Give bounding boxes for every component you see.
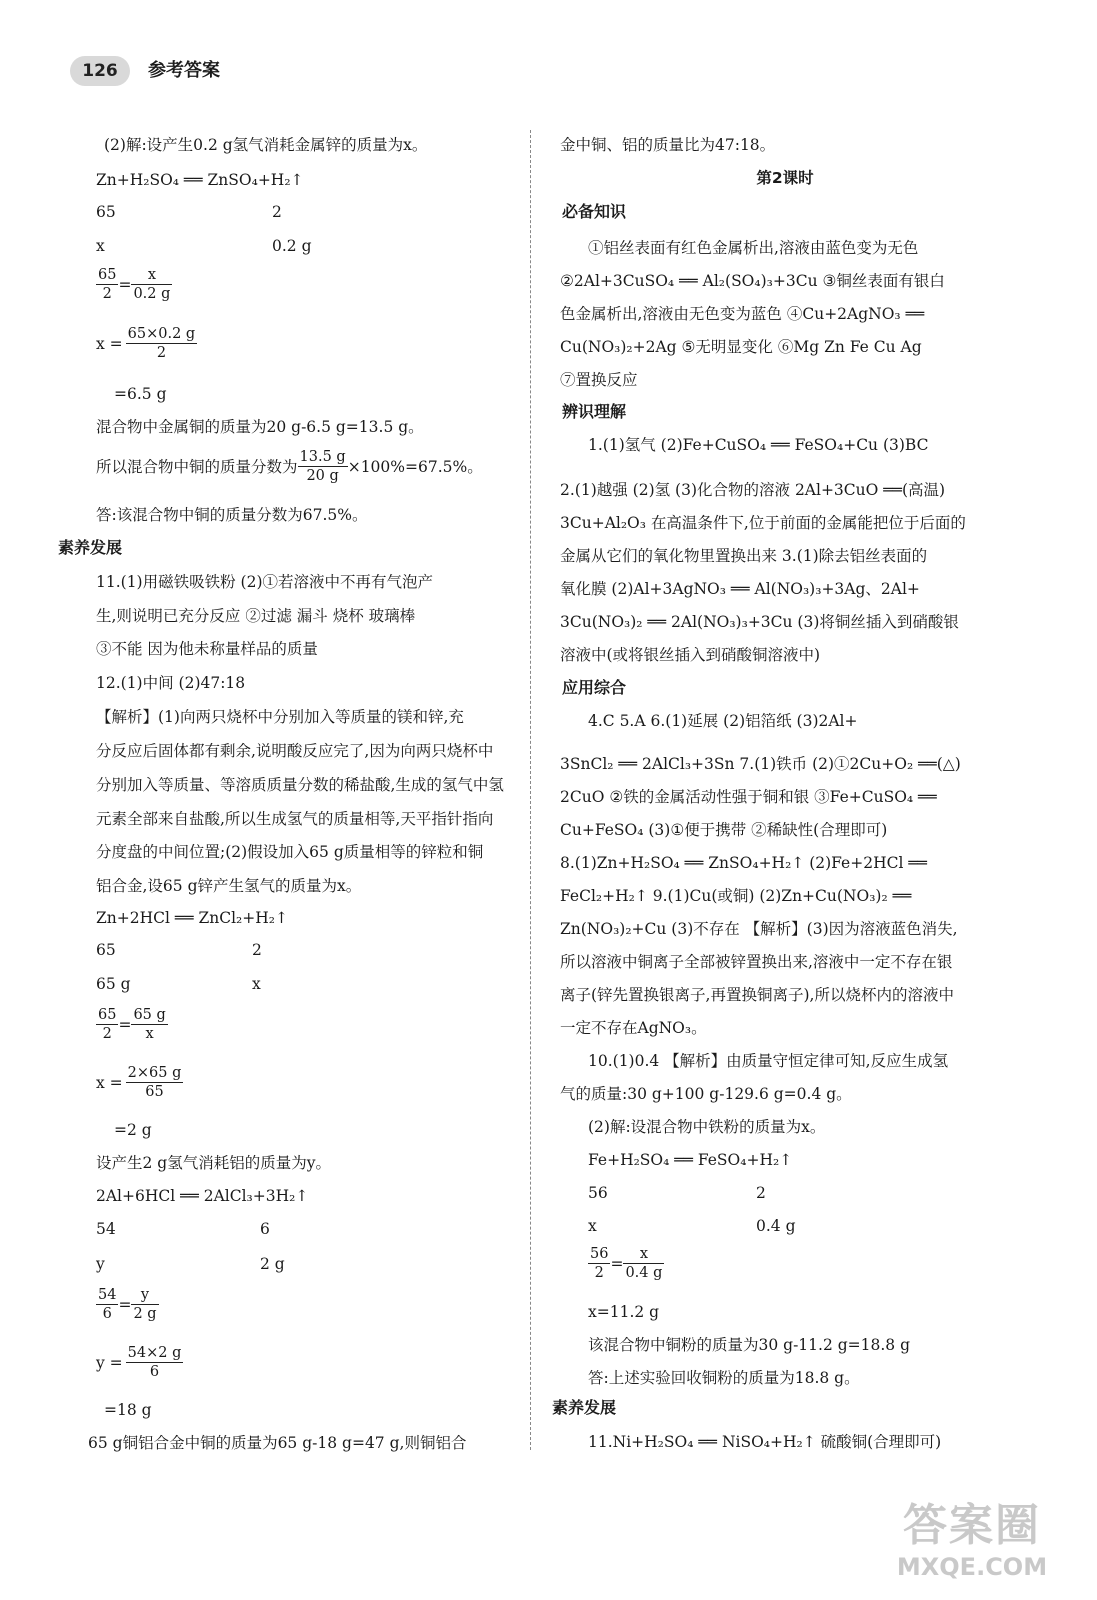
fraction: $\frac{2\times 65 g}{65}$	[127, 1065, 182, 1100]
text-line: 金属从它们的氧化物里置换出来 3.(1)除去铝丝表面的	[560, 547, 928, 565]
text-line: 3Cu(NO₃)₂ ══ 2Al(NO₃)₃+3Cu (3)将铜丝插入到硝酸银	[560, 613, 959, 631]
proportion: $\frac{56}{2}$ = $\frac{x}{0.4 g}$	[590, 1246, 663, 1281]
text-line: 【解析】(1)向两只烧杯中分别加入等质量的镁和锌,充	[96, 708, 464, 726]
proportion: $\frac{65}{2}$ = $\frac{x}{0.2 g}$	[98, 267, 171, 302]
text-line: 分别加入等质量、等溶质质量分数的稀盐酸,生成的氢气中氢	[96, 776, 504, 794]
fraction: $\frac{54}{6}$	[98, 1287, 117, 1322]
text-line: 元素全部来自盐酸,所以生成氢气的质量相等,天平指针指向	[96, 810, 494, 828]
text-line: 溶液中(或将银丝插入到硝酸铜溶液中)	[560, 646, 821, 664]
text-line: ①铝丝表面有红色金属析出,溶液由蓝色变为无色	[588, 239, 919, 257]
text-line: =2 g	[114, 1121, 152, 1139]
equation-value: x	[96, 237, 105, 255]
proportion: $\frac{54}{6}$ = $\frac{y}{2 g}$	[98, 1287, 157, 1322]
text-line: Cu(NO₃)₂+2Ag ⑤无明显变化 ⑥Mg Zn Fe Cu Ag	[560, 338, 922, 356]
fraction: $\frac{65 g}{x}$	[133, 1007, 166, 1042]
equation-value: 65	[96, 203, 116, 221]
fraction: $\frac{65}{2}$	[98, 1007, 117, 1042]
text-line: 3SnCl₂ ══ 2AlCl₃+3Sn 7.(1)铁币 (2)①2Cu+O₂ ══(△)	[560, 755, 961, 773]
text-line: 65 g铜铝合金中铜的质量为65 g-18 g=47 g,则铜铝合	[88, 1434, 467, 1452]
text-line: 分反应后固体都有剩余,说明酸反应完了,因为向两只烧杯中	[96, 742, 494, 760]
text-line: 11.(1)用磁铁吸铁粉 (2)①若溶液中不再有气泡产	[96, 573, 433, 591]
equation-value: 2 g	[260, 1255, 285, 1273]
equation: Zn+2HCl ══ ZnCl₂+H₂↑	[96, 909, 288, 927]
equation-value: x	[252, 975, 261, 993]
equation-value: y	[96, 1255, 105, 1273]
text-line: ②2Al+3CuSO₄ ══ Al₂(SO₄)₃+3Cu ③铜丝表面有银白	[560, 272, 945, 290]
equation: Zn+H₂SO₄ ══ ZnSO₄+H₂↑	[96, 171, 304, 189]
section-heading: 应用综合	[562, 678, 627, 697]
equation-value: 54	[96, 1220, 116, 1238]
text-line: 10.(1)0.4 【解析】由质量守恒定律可知,反应生成氢	[588, 1052, 949, 1070]
text-line: 金中铜、铝的质量比为47:18。	[560, 136, 776, 154]
fraction: $\frac{y}{2 g}$	[133, 1287, 157, 1322]
equation-value: 56	[588, 1184, 608, 1202]
section-heading: 必备知识	[562, 202, 627, 221]
text-line: 3Cu+Al₂O₃ 在高温条件下,位于前面的金属能把位于后面的	[560, 514, 966, 532]
header-title: 参考答案	[148, 60, 220, 81]
text-line: 铝合金,设65 g锌产生氢气的质量为x。	[96, 877, 362, 895]
text-line: 气的质量:30 g+100 g-129.6 g=0.4 g。	[560, 1085, 852, 1103]
fraction: $\frac{54\times 2 g}{6}$	[127, 1345, 182, 1380]
text-line: 离子(锌先置换银离子,再置换铜离子),所以烧杯内的溶液中	[560, 986, 954, 1004]
fraction: $\frac{56}{2}$	[590, 1246, 609, 1281]
fraction: $\frac{x}{0.4 g}$	[625, 1246, 663, 1281]
lesson-title: 第2课时	[756, 169, 814, 187]
page-number: 126	[70, 56, 130, 86]
section-heading: 辨识理解	[562, 402, 627, 421]
equation: 2Al+6HCl ══ 2AlCl₃+3H₂↑	[96, 1187, 309, 1205]
watermark-logo: 答案圈 MXQE.COM	[896, 1500, 1048, 1581]
fraction: $\frac{65}{2}$	[98, 267, 117, 302]
text-line: 2.(1)越强 (2)氢 (3)化合物的溶液 2Al+3CuO ══(高温)	[560, 481, 946, 499]
text-line: =6.5 g	[114, 385, 167, 403]
text-line: 设产生2 g氢气消耗铝的质量为y。	[96, 1154, 331, 1172]
text-line: 4.C 5.A 6.(1)延展 (2)铝箔纸 (3)2Al+	[588, 712, 858, 730]
text-line: 该混合物中铜粉的质量为30 g-11.2 g=18.8 g	[588, 1336, 911, 1354]
text-line: 一定不存在AgNO₃。	[560, 1019, 707, 1037]
text-line: 分度盘的中间位置;(2)假设加入65 g质量相等的锌粒和铜	[96, 843, 484, 861]
text-line: 答:该混合物中铜的质量分数为67.5%。	[96, 506, 368, 524]
equation-value: 2	[272, 203, 282, 221]
equation-value: 65	[96, 941, 116, 959]
equation-value: 0.4 g	[756, 1217, 796, 1235]
text-line: 11.Ni+H₂SO₄ ══ NiSO₄+H₂↑ 硫酸铜(合理即可)	[588, 1433, 942, 1451]
text-line: Cu+FeSO₄ (3)①便于携带 ②稀缺性(合理即可)	[560, 821, 888, 839]
text-line: 1.(1)氢气 (2)Fe+CuSO₄ ══ FeSO₄+Cu (3)BC	[588, 436, 929, 454]
equation-value: 6	[260, 1220, 270, 1238]
fraction: $\frac{65\times 0.2 g}{2}$	[127, 326, 196, 361]
section-heading: 素养发展	[58, 538, 123, 557]
section-heading: 素养发展	[552, 1398, 617, 1417]
proportion: x = $\frac{2\times 65 g}{65}$	[96, 1065, 182, 1100]
text-line: 生,则说明已充分反应 ②过滤 漏斗 烧杯 玻璃棒	[96, 607, 416, 625]
equation-value: 65 g	[96, 975, 131, 993]
proportion: $\frac{65}{2}$ = $\frac{65 g}{x}$	[98, 1007, 166, 1042]
text-line: 所以溶液中铜离子全部被锌置换出来,溶液中一定不存在银	[560, 953, 953, 971]
fraction: $\frac{x}{0.2 g}$	[133, 267, 171, 302]
text-line: 氧化膜 (2)Al+3AgNO₃ ══ Al(NO₃)₃+3Ag、2Al+	[560, 580, 920, 598]
equation-value: x	[588, 1217, 597, 1235]
text-line: =18 g	[104, 1401, 152, 1419]
text-line: (2)解:设混合物中铁粉的质量为x。	[588, 1118, 826, 1136]
equation-value: 0.2 g	[272, 237, 312, 255]
text-line: Zn(NO₃)₂+Cu (3)不存在 【解析】(3)因为溶液蓝色消失,	[560, 920, 958, 938]
text-line: (2)解:设产生0.2 g氢气消耗金属锌的质量为x。	[104, 136, 428, 154]
text-line: ③不能 因为他未称量样品的质量	[96, 640, 318, 658]
text-line: 混合物中金属铜的质量为20 g-6.5 g=13.5 g。	[96, 418, 424, 436]
text-line: FeCl₂+H₂↑ 9.(1)Cu(或铜) (2)Zn+Cu(NO₃)₂ ══	[560, 887, 912, 905]
text-line: 所以混合物中铜的质量分数为 $\frac{13.5 g}{20 g}$ ×100%=67.5%。	[96, 449, 483, 484]
column-divider	[530, 130, 531, 1450]
proportion: y = $\frac{54\times 2 g}{6}$	[96, 1345, 182, 1380]
fraction: $\frac{13.5 g}{20 g}$	[299, 449, 346, 484]
text-line: x=11.2 g	[588, 1303, 660, 1321]
text-line: 8.(1)Zn+H₂SO₄ ══ ZnSO₄+H₂↑ (2)Fe+2HCl ══	[560, 854, 928, 872]
text-line: 色金属析出,溶液由无色变为蓝色 ④Cu+2AgNO₃ ══	[560, 305, 925, 323]
text-line: 12.(1)中间 (2)47:18	[96, 674, 246, 692]
text-line: 答:上述实验回收铜粉的质量为18.8 g。	[588, 1369, 860, 1387]
text-line: 2CuO ②铁的金属活动性强于铜和银 ③Fe+CuSO₄ ══	[560, 788, 937, 806]
text-line: ⑦置换反应	[560, 371, 638, 389]
proportion: x = $\frac{65\times 0.2 g}{2}$	[96, 326, 196, 361]
equation: Fe+H₂SO₄ ══ FeSO₄+H₂↑	[588, 1151, 793, 1169]
equation-value: 2	[756, 1184, 766, 1202]
equation-value: 2	[252, 941, 262, 959]
